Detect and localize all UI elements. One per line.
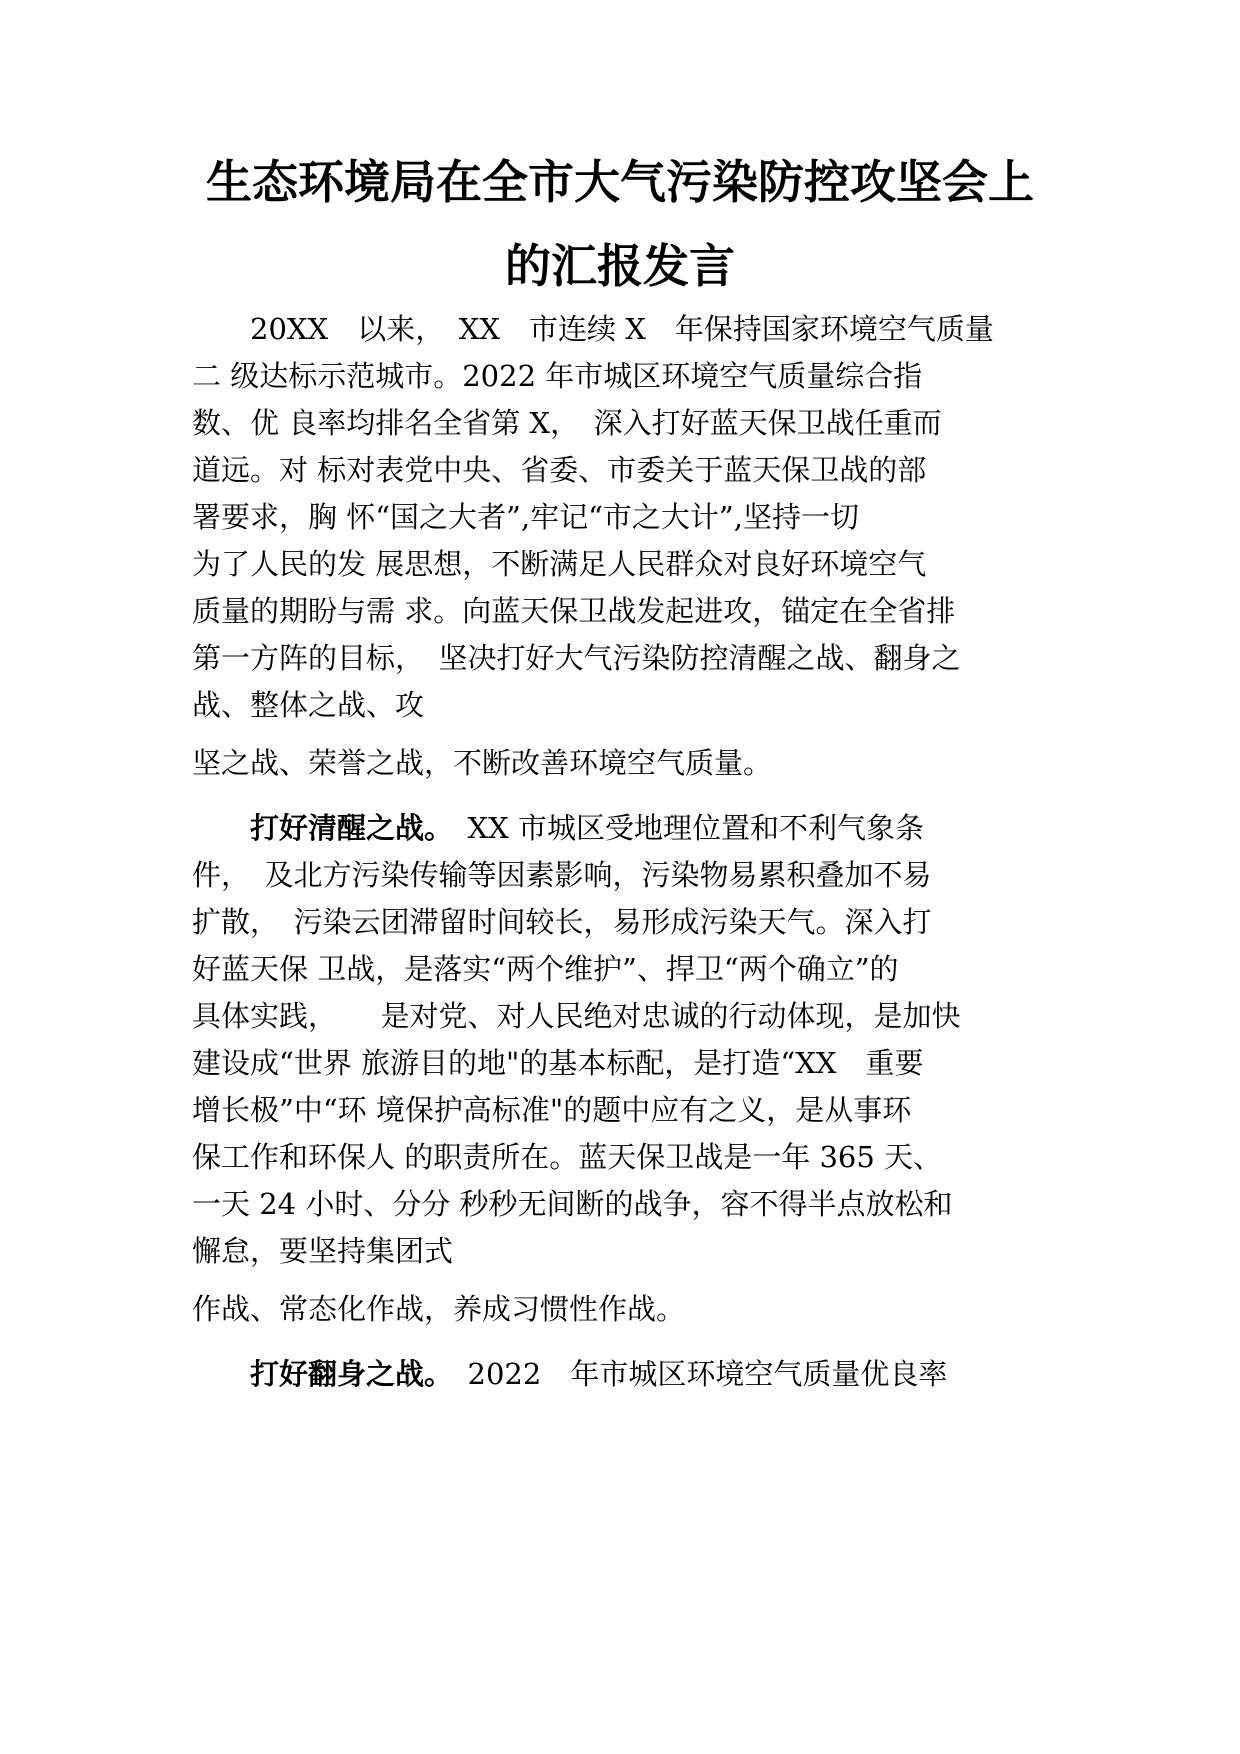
paragraph-2-line-9: 一天 24 小时、分分 秒秒无间断的战争，容不得半点放松和 xyxy=(192,1187,953,1221)
paragraph-2-heading: 打好清醒之战。 xyxy=(250,811,439,845)
paragraph-1-line-2: 二 级达标示范城市。2022 年市城区环境空气质量综合指 xyxy=(192,359,923,393)
paragraph-1-line-6: 为了人民的发 展思想，不断满足人民群众对良好环境空气 xyxy=(192,547,927,581)
paragraph-2-line-7: 增长极”中“环 境保护高标准"的题中应有之义，是从事环 xyxy=(192,1093,912,1127)
paragraph-2-line-10: 懈怠，要坚持集团式 xyxy=(192,1234,454,1268)
paragraph-1-line-5: 署要求，胸 怀“国之大者”,牢记“市之大计”,坚持一切 xyxy=(192,500,859,534)
paragraph-1-line-8: 第一方阵的目标， 坚决打好大气污染防控清醒之战、翻身之 xyxy=(192,641,961,675)
paragraph-2-line-3: 扩散， 污染云团滞留时间较长，易形成污染天气。深入打 xyxy=(192,905,932,939)
paragraph-1-line-9: 战、整体之战、攻 xyxy=(192,688,425,722)
paragraph-2-first-line-text: XX 市城区受地理位置和不利气象条 xyxy=(438,811,925,845)
paragraph-2-line-8: 保工作和环保人 的职责所在。蓝天保卫战是一年 365 天、 xyxy=(192,1140,943,1174)
paragraph-1-line-7: 质量的期盼与需 求。向蓝天保卫战发起进攻，锚定在全省排 xyxy=(192,594,956,628)
paragraph-2-line-1 xyxy=(250,805,924,851)
paragraph-2-tail: 作战、常态化作战，养成习惯性作战。 xyxy=(192,1292,686,1326)
paragraph-2-line-6: 建设成“世界 旅游目的地"的基本标配，是打造“XX 重要 xyxy=(192,1046,924,1080)
paragraph-1-line-4: 道远。对 标对表党中央、省委、市委关于蓝天保卫战的部 xyxy=(192,453,927,487)
paragraph-2-line-4: 好蓝天保 卫战，是落实“两个维护”、捍卫“两个确立”的 xyxy=(192,952,899,986)
document-title-line-1: 生态环境局在全市大气污染防控攻坚会上 xyxy=(206,155,1034,209)
paragraph-2-line-5: 具体实践， 是对党、对人民绝对忠诚的行动体现，是加快 xyxy=(192,999,961,1033)
paragraph-1-tail: 坚之战、荣誉之战，不断改善环境空气质量。 xyxy=(192,746,773,780)
document-title-line-2: 的汇报发言 xyxy=(505,239,735,293)
paragraph-1-line-3: 数、优 良率均排名全省第 X， 深入打好蓝天保卫战任重而 xyxy=(192,406,942,440)
paragraph-3-first-line-text: 2022 年市城区环境空气质量优良率 xyxy=(438,1357,948,1391)
paragraph-1-line-1: 20XX 以来， XX 市连续 X 年保持国家环境空气质量 xyxy=(192,312,994,346)
paragraph-3-heading: 打好翻身之战。 xyxy=(250,1357,439,1391)
paragraph-2-line-2: 件， 及北方污染传输等因素影响，污染物易累积叠加不易 xyxy=(192,858,932,892)
paragraph-3-line-1 xyxy=(250,1351,947,1397)
